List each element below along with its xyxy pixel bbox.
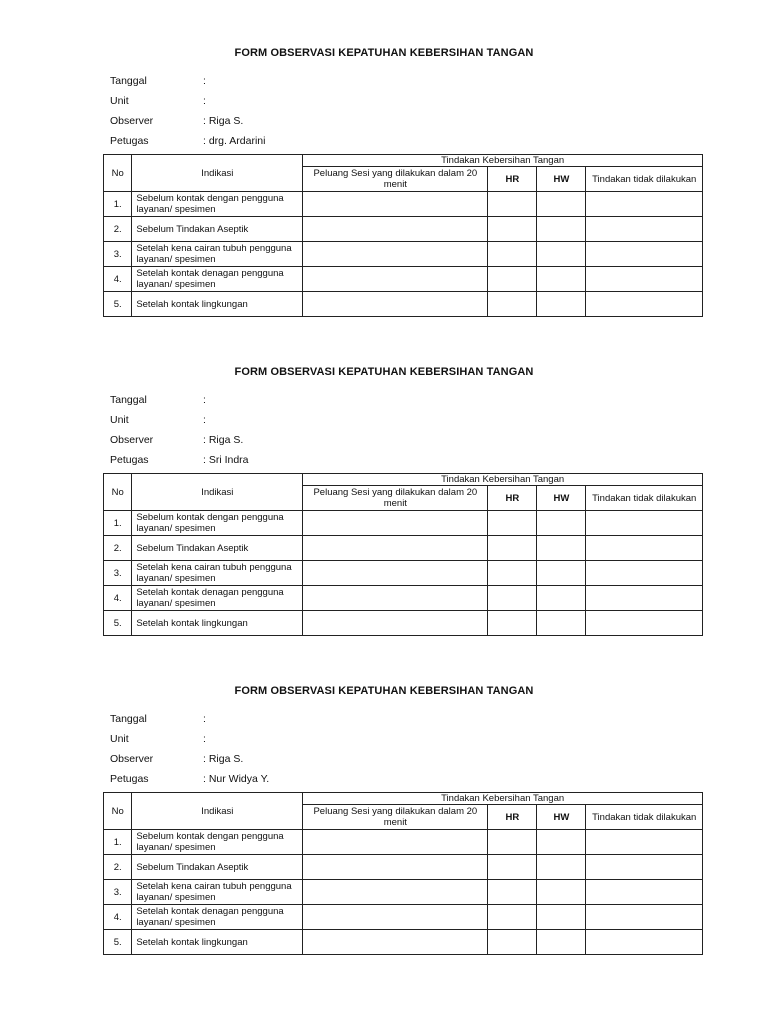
cell-peluang[interactable]	[303, 830, 488, 855]
observation-form	[0, 319, 768, 639]
field-unit	[110, 732, 206, 746]
cell-hw[interactable]	[537, 192, 586, 217]
table-row	[104, 217, 703, 242]
cell-hw[interactable]	[537, 855, 586, 880]
field-petugas	[110, 772, 269, 786]
row-number: 4.	[104, 905, 132, 930]
table-row	[104, 536, 703, 561]
cell-peluang[interactable]	[303, 217, 488, 242]
row-indikasi: Setelah kontak denagan pengguna layanan/ spesimen	[132, 586, 303, 611]
field-label: Petugas	[110, 135, 149, 147]
header-hw: HW	[537, 486, 586, 511]
row-number: 3.	[104, 880, 132, 905]
field-unit	[110, 413, 206, 427]
header-indikasi: Indikasi	[132, 155, 303, 192]
row-number: 1.	[104, 511, 132, 536]
cell-peluang[interactable]	[303, 855, 488, 880]
cell-tindakan-tidak[interactable]	[586, 242, 703, 267]
field-value[interactable]: :	[203, 414, 206, 426]
row-indikasi: Sebelum kontak dengan pengguna layanan/ spesimen	[132, 830, 303, 855]
field-label: Unit	[110, 733, 129, 745]
header-tindakan-tidak: Tindakan tidak dilakukan	[586, 805, 703, 830]
cell-peluang[interactable]	[303, 880, 488, 905]
table-row	[104, 242, 703, 267]
field-label: Observer	[110, 434, 154, 446]
field-label: Petugas	[110, 454, 149, 466]
field-value[interactable]: : Sri Indra	[203, 454, 249, 466]
field-label: Petugas	[110, 773, 149, 785]
cell-hw[interactable]	[537, 267, 586, 292]
cell-peluang[interactable]	[303, 267, 488, 292]
cell-hw[interactable]	[537, 536, 586, 561]
field-observer	[110, 114, 243, 128]
field-value[interactable]: :	[203, 713, 206, 725]
cell-hw[interactable]	[537, 242, 586, 267]
cell-tindakan-tidak[interactable]	[586, 267, 703, 292]
cell-tindakan-tidak[interactable]	[586, 905, 703, 930]
table-row	[104, 267, 703, 292]
cell-hr[interactable]	[488, 536, 537, 561]
cell-hw[interactable]	[537, 511, 586, 536]
field-value[interactable]: :	[203, 394, 206, 406]
cell-hr[interactable]	[488, 611, 537, 636]
header-hr: HR	[488, 167, 537, 192]
header-no: No	[104, 474, 132, 511]
table-row	[104, 930, 703, 955]
cell-hr[interactable]	[488, 267, 537, 292]
header-group: Tindakan Kebersihan Tangan	[303, 793, 703, 805]
header-indikasi: Indikasi	[132, 793, 303, 830]
field-tanggal	[110, 393, 206, 407]
field-petugas	[110, 134, 265, 148]
cell-hw[interactable]	[537, 561, 586, 586]
row-indikasi: Setelah kontak denagan pengguna layanan/ spesimen	[132, 905, 303, 930]
field-petugas	[110, 453, 249, 467]
observation-table	[103, 473, 703, 636]
cell-tindakan-tidak[interactable]	[586, 292, 703, 317]
observation-form	[0, 0, 768, 320]
cell-tindakan-tidak[interactable]	[586, 511, 703, 536]
observation-form	[0, 638, 768, 958]
header-no: No	[104, 155, 132, 192]
field-observer	[110, 752, 243, 766]
header-no: No	[104, 793, 132, 830]
cell-peluang[interactable]	[303, 536, 488, 561]
row-number: 2.	[104, 536, 132, 561]
table-row	[104, 855, 703, 880]
cell-peluang[interactable]	[303, 905, 488, 930]
field-value[interactable]: : Riga S.	[203, 753, 244, 765]
cell-hw[interactable]	[537, 217, 586, 242]
cell-peluang[interactable]	[303, 930, 488, 955]
cell-tindakan-tidak[interactable]	[586, 830, 703, 855]
cell-hr[interactable]	[488, 192, 537, 217]
cell-peluang[interactable]	[303, 611, 488, 636]
header-hr: HR	[488, 486, 537, 511]
cell-peluang[interactable]	[303, 511, 488, 536]
cell-tindakan-tidak[interactable]	[586, 192, 703, 217]
cell-hw[interactable]	[537, 611, 586, 636]
row-indikasi: Sebelum Tindakan Aseptik	[132, 855, 303, 880]
observation-table	[103, 154, 703, 317]
row-indikasi: Setelah kontak lingkungan	[132, 611, 303, 636]
row-indikasi: Sebelum Tindakan Aseptik	[132, 217, 303, 242]
table-body	[104, 192, 703, 317]
row-number: 2.	[104, 217, 132, 242]
row-number: 5.	[104, 611, 132, 636]
cell-hr[interactable]	[488, 217, 537, 242]
cell-hr[interactable]	[488, 905, 537, 930]
cell-tindakan-tidak[interactable]	[586, 586, 703, 611]
header-tindakan-tidak: Tindakan tidak dilakukan	[586, 486, 703, 511]
row-number: 1.	[104, 192, 132, 217]
cell-tindakan-tidak[interactable]	[586, 536, 703, 561]
field-unit	[110, 94, 206, 108]
row-indikasi: Setelah kontak lingkungan	[132, 292, 303, 317]
field-label: Observer	[110, 115, 154, 127]
row-indikasi: Sebelum Tindakan Aseptik	[132, 536, 303, 561]
row-number: 5.	[104, 292, 132, 317]
row-number: 2.	[104, 855, 132, 880]
cell-hr[interactable]	[488, 930, 537, 955]
header-peluang: Peluang Sesi yang dilakukan dalam 20 menit	[303, 805, 488, 830]
table-row	[104, 561, 703, 586]
row-indikasi: Setelah kena cairan tubuh pengguna layanan/ spesimen	[132, 561, 303, 586]
field-observer	[110, 433, 243, 447]
field-value[interactable]: : Riga S.	[203, 115, 244, 127]
table-row	[104, 611, 703, 636]
form-title: FORM OBSERVASI KEPATUHAN KEBERSIHAN TANGAN	[234, 366, 534, 378]
cell-hw[interactable]	[537, 830, 586, 855]
row-indikasi: Setelah kena cairan tubuh pengguna layanan/ spesimen	[132, 242, 303, 267]
cell-peluang[interactable]	[303, 292, 488, 317]
field-tanggal	[110, 74, 206, 88]
header-group: Tindakan Kebersihan Tangan	[303, 155, 703, 167]
table-row	[104, 905, 703, 930]
header-peluang: Peluang Sesi yang dilakukan dalam 20 menit	[303, 167, 488, 192]
table-body	[104, 830, 703, 955]
form-title: FORM OBSERVASI KEPATUHAN KEBERSIHAN TANGAN	[234, 47, 534, 59]
cell-tindakan-tidak[interactable]	[586, 855, 703, 880]
row-number: 4.	[104, 586, 132, 611]
row-indikasi: Setelah kena cairan tubuh pengguna layanan/ spesimen	[132, 880, 303, 905]
cell-hr[interactable]	[488, 292, 537, 317]
cell-peluang[interactable]	[303, 192, 488, 217]
table-row	[104, 586, 703, 611]
cell-peluang[interactable]	[303, 242, 488, 267]
field-label: Observer	[110, 753, 154, 765]
row-indikasi: Sebelum kontak dengan pengguna layanan/ spesimen	[132, 511, 303, 536]
field-value[interactable]: :	[203, 75, 206, 87]
field-value[interactable]: : Nur Widya Y.	[203, 773, 270, 785]
header-indikasi: Indikasi	[132, 474, 303, 511]
header-hw: HW	[537, 167, 586, 192]
cell-hw[interactable]	[537, 586, 586, 611]
cell-hr[interactable]	[488, 880, 537, 905]
cell-hw[interactable]	[537, 905, 586, 930]
table-row	[104, 192, 703, 217]
cell-hr[interactable]	[488, 242, 537, 267]
field-value[interactable]: :	[203, 95, 206, 107]
cell-hw[interactable]	[537, 930, 586, 955]
header-hr: HR	[488, 805, 537, 830]
row-number: 4.	[104, 267, 132, 292]
header-group: Tindakan Kebersihan Tangan	[303, 474, 703, 486]
table-row	[104, 292, 703, 317]
row-indikasi: Setelah kontak lingkungan	[132, 930, 303, 955]
row-indikasi: Setelah kontak denagan pengguna layanan/ spesimen	[132, 267, 303, 292]
cell-tindakan-tidak[interactable]	[586, 561, 703, 586]
cell-hr[interactable]	[488, 511, 537, 536]
field-label: Unit	[110, 414, 129, 426]
cell-tindakan-tidak[interactable]	[586, 880, 703, 905]
cell-tindakan-tidak[interactable]	[586, 611, 703, 636]
row-number: 5.	[104, 930, 132, 955]
field-label: Unit	[110, 95, 129, 107]
cell-hr[interactable]	[488, 855, 537, 880]
field-tanggal	[110, 712, 206, 726]
cell-peluang[interactable]	[303, 561, 488, 586]
cell-tindakan-tidak[interactable]	[586, 930, 703, 955]
field-label: Tanggal	[110, 394, 147, 406]
cell-hr[interactable]	[488, 561, 537, 586]
cell-peluang[interactable]	[303, 586, 488, 611]
observation-table	[103, 792, 703, 955]
cell-hw[interactable]	[537, 292, 586, 317]
table-row	[104, 511, 703, 536]
header-peluang: Peluang Sesi yang dilakukan dalam 20 menit	[303, 486, 488, 511]
table-row	[104, 880, 703, 905]
header-hw: HW	[537, 805, 586, 830]
cell-tindakan-tidak[interactable]	[586, 217, 703, 242]
header-tindakan-tidak: Tindakan tidak dilakukan	[586, 167, 703, 192]
cell-hw[interactable]	[537, 880, 586, 905]
form-title: FORM OBSERVASI KEPATUHAN KEBERSIHAN TANGAN	[234, 685, 534, 697]
field-label: Tanggal	[110, 713, 147, 725]
cell-hr[interactable]	[488, 586, 537, 611]
field-value[interactable]: :	[203, 733, 206, 745]
row-number: 3.	[104, 561, 132, 586]
row-number: 1.	[104, 830, 132, 855]
field-value[interactable]: : drg. Ardarini	[203, 135, 266, 147]
row-indikasi: Sebelum kontak dengan pengguna layanan/ spesimen	[132, 192, 303, 217]
table-row	[104, 830, 703, 855]
field-value[interactable]: : Riga S.	[203, 434, 244, 446]
field-label: Tanggal	[110, 75, 147, 87]
table-body	[104, 511, 703, 636]
row-number: 3.	[104, 242, 132, 267]
cell-hr[interactable]	[488, 830, 537, 855]
